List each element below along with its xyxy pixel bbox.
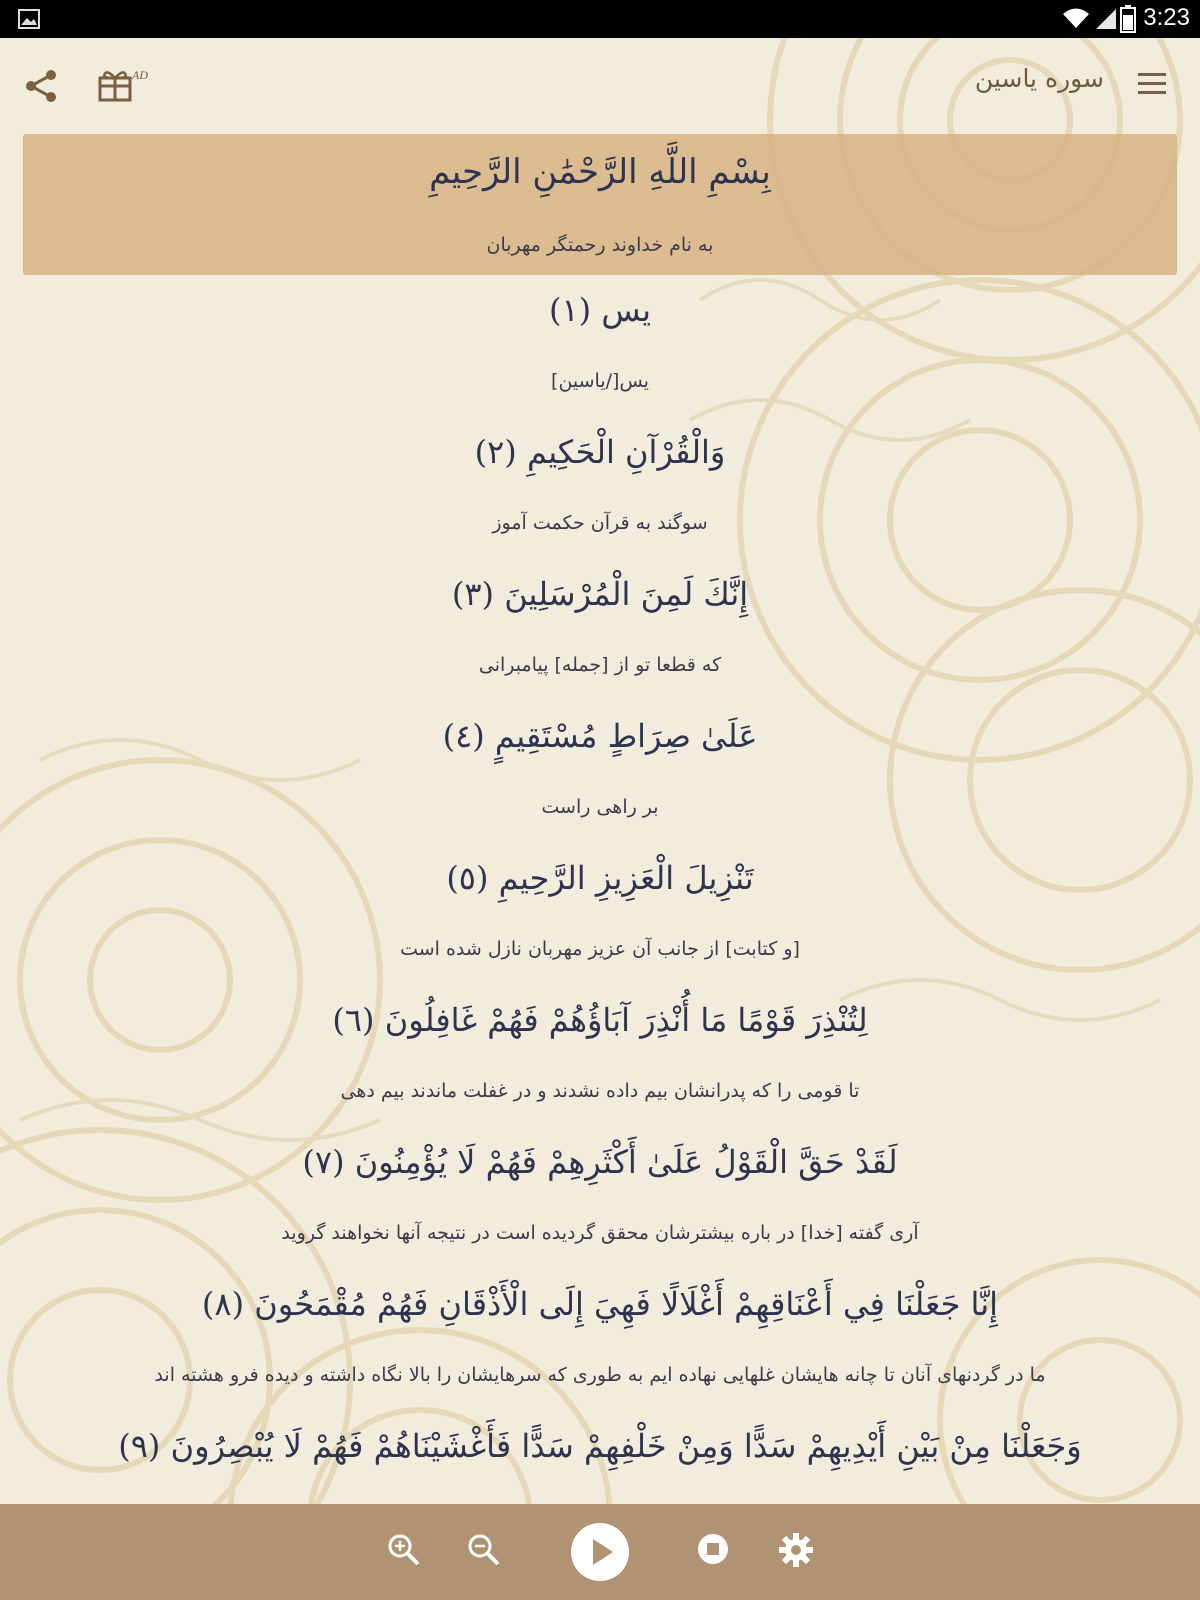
settings-icon[interactable] [778,1532,814,1568]
zoom-in-icon[interactable] [386,1532,422,1568]
bismillah-header [23,134,1177,275]
verse-item[interactable] [0,1411,1200,1481]
verse-arabic: إِنَّا جَعَلْنَا فِي أَعْنَاقِهِمْ أَغْلَالًا فَهِيَ إِلَى الْأَذْقَانِ فَهُمْ مُقْمَحُونَ (٨) [201,1285,999,1323]
verse-translation: تا قومی را که پدرانشان بیم داده نشدند و در غفلت ماندند بیم دهی [340,1080,860,1102]
verse-translation: سوگند به قرآن حکمت آموز [492,512,708,534]
image-notification-icon [18,9,40,29]
verse-item[interactable] [0,1127,1200,1269]
page-title: سوره یاسین [974,64,1104,93]
verse-arabic: لَقَدْ حَقَّ الْقَوْلُ عَلَىٰ أَكْثَرِهِمْ فَهُمْ لَا يُؤْمِنُونَ (٧) [302,1143,898,1181]
verse-item[interactable] [0,1269,1200,1411]
play-icon[interactable] [571,1523,629,1581]
verse-translation: بر راهی راست [541,796,659,818]
verse-arabic: وَجَعَلْنَا مِنْ بَيْنِ أَيْدِيهِمْ سَدًّا وَمِنْ خَلْفِهِمْ سَدًّا فَأَغْشَيْنَاهُمْ فَهُمْ لَا يُبْصِرُونَ (٩) [118,1427,1082,1465]
verse-arabic: لِتُنْذِرَ قَوْمًا مَا أُنْذِرَ آبَاؤُهُمْ فَهُمْ غَافِلُونَ (٦) [332,1001,868,1039]
verse-translation: یس[/یاسین] [551,370,649,392]
status-bar [0,0,1200,38]
bismillah-arabic: بِسْمِ اللَّهِ الرَّحْمَٰنِ الرَّحِيمِ [429,152,771,192]
verse-arabic: تَنْزِيلَ الْعَزِيزِ الرَّحِيمِ (٥) [446,859,754,897]
verse-arabic: يس (١) [548,291,652,329]
verse-item[interactable] [0,985,1200,1127]
verse-item[interactable] [0,275,1200,417]
menu-icon[interactable] [1136,70,1168,98]
playback-bar [0,1504,1200,1600]
stop-icon[interactable] [696,1532,730,1566]
bismillah-translation: به نام خداوند رحمتگر مهربان [486,234,714,256]
zoom-out-icon[interactable] [466,1532,502,1568]
status-time: 3:23 [1143,4,1190,31]
verse-translation: [و کتابت] از جانب آن عزیز مهربان نازل شده است [400,938,800,960]
verse-item[interactable] [0,559,1200,701]
verse-translation: آری گفته [خدا] در باره بیشترشان محقق گردیده است در نتیجه آنها نخواهند گروید [281,1222,919,1244]
verse-item[interactable] [0,417,1200,559]
share-icon[interactable] [24,68,58,104]
verse-translation: که قطعا تو از [جمله] پیامبرانی [478,654,722,676]
gift-icon[interactable] [98,68,132,102]
verse-item[interactable] [0,701,1200,843]
wifi-icon [1062,6,1090,30]
app-bar [0,38,1200,132]
signal-icon [1094,7,1118,31]
verse-arabic: عَلَىٰ صِرَاطٍ مُسْتَقِيمٍ (٤) [442,717,758,755]
ad-label: AD [132,68,148,82]
verse-translation: ما در گردنهای آنان تا چانه هایشان غلهایی نهاده ایم به طوری که سرهایشان را بالا نگاه داشته و دیده فرو هشته اند [154,1364,1046,1386]
battery-icon [1120,5,1136,33]
verse-arabic: إِنَّكَ لَمِنَ الْمُرْسَلِينَ (٣) [451,575,749,613]
verse-item[interactable] [0,843,1200,985]
verse-list [0,275,1200,1481]
verse-arabic: وَالْقُرْآنِ الْحَكِيمِ (٢) [474,433,726,471]
